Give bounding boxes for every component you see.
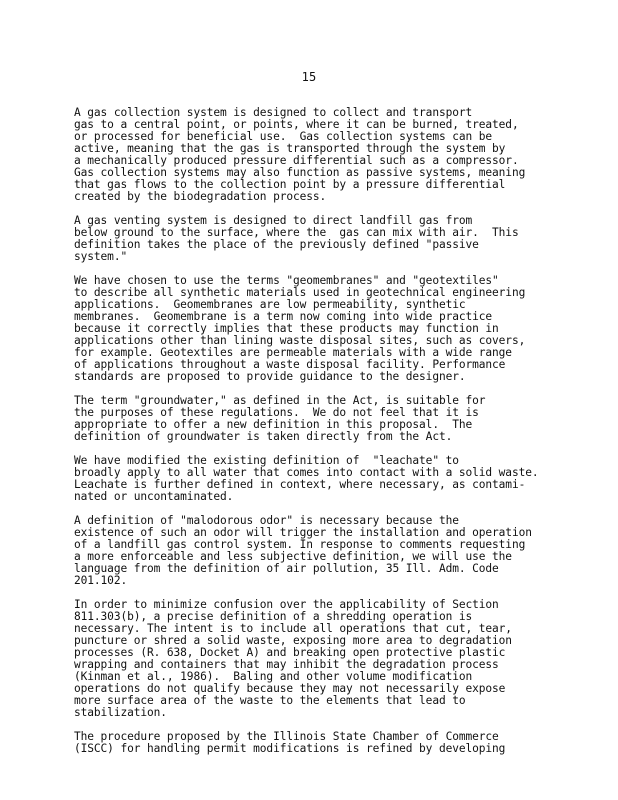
- text-line: The procedure proposed by the Illinois State Chamber of Commerce: [74, 730, 499, 743]
- paragraph-gas-venting-system: [74, 215, 554, 263]
- text-line: system.": [74, 250, 128, 263]
- text-line: definition of groundwater is taken directly from the Act.: [74, 430, 453, 443]
- text-line: puncture or shred a solid waste, exposing more area to degradation: [74, 634, 512, 647]
- paragraph-gas-collection-system: [74, 107, 554, 203]
- text-line: applications. Geomembranes are low permeability, synthetic: [74, 298, 466, 311]
- text-line: We have modified the existing definition of "leachate" to: [74, 454, 459, 467]
- paragraph-geomembranes: [74, 275, 554, 383]
- text-line: (ISCC) for handling permit modifications is refined by developing: [74, 742, 506, 755]
- text-line: because it correctly implies that these products may function in: [74, 322, 499, 335]
- text-line: wrapping and containers that may inhibit the degradation process: [74, 658, 499, 671]
- paragraph-permit-modifications: [74, 731, 554, 755]
- text-line: definition takes the place of the previously defined "passive: [74, 238, 479, 251]
- text-line: for example. Geotextiles are permeable materials with a wide range: [74, 346, 512, 359]
- text-line: 811.303(b), a precise definition of a shredding operation is: [74, 610, 473, 623]
- text-line: active, meaning that the gas is transported through the system by: [74, 142, 506, 155]
- text-line: of a landfill gas control system. In response to comments requesting: [74, 538, 526, 551]
- text-line: the purposes of these regulations. We do not feel that it is: [74, 406, 479, 419]
- paragraph-malodorous-odor: [74, 515, 554, 587]
- text-line: language from the definition of air pollution, 35 Ill. Adm. Code: [74, 562, 499, 575]
- text-line: more surface area of the waste to the elements that lead to: [74, 694, 466, 707]
- text-line: or processed for beneficial use. Gas collection systems can be: [74, 130, 493, 143]
- text-line: We have chosen to use the terms "geomembranes" and "geotextiles": [74, 274, 499, 287]
- text-line: to describe all synthetic materials used in geotechnical engineering: [74, 286, 526, 299]
- text-line: created by the biodegradation process.: [74, 190, 327, 203]
- text-line: 201.102.: [74, 574, 128, 587]
- text-line: a more enforceable and less subjective definition, we will use the: [74, 550, 512, 563]
- text-line: standards are proposed to provide guidance to the designer.: [74, 370, 466, 383]
- text-line: appropriate to offer a new definition in this proposal. The: [74, 418, 473, 431]
- text-line: existence of such an odor will trigger the installation and operation: [74, 526, 532, 539]
- page-number: 15: [301, 70, 317, 84]
- text-line: nated or uncontaminated.: [74, 490, 234, 503]
- paragraph-shredding-operation: [74, 599, 554, 719]
- text-line: gas to a central point, or points, where it can be burned, treated,: [74, 118, 519, 131]
- text-line: below ground to the surface, where the gas can mix with air. This: [74, 226, 519, 239]
- text-line: operations do not qualify because they may not necessarily expose: [74, 682, 506, 695]
- text-line: of applications throughout a waste disposal facility. Performance: [74, 358, 506, 371]
- text-line: processes (R. 638, Docket A) and breaking open protective plastic: [74, 646, 506, 659]
- text-line: necessary. The intent is to include all operations that cut, tear,: [74, 622, 512, 635]
- text-line: broadly apply to all water that comes into contact with a solid waste.: [74, 466, 539, 479]
- paragraph-leachate: [74, 455, 554, 503]
- text-line: Leachate is further defined in context, where necessary, as contami-: [74, 478, 526, 491]
- text-line: (Kinman et al., 1986). Baling and other volume modification: [74, 670, 473, 683]
- body-text: [74, 107, 554, 767]
- text-line: membranes. Geomembrane is a term now coming into wide practice: [74, 310, 493, 323]
- text-line: A definition of "malodorous odor" is necessary because the: [74, 514, 459, 527]
- text-line: In order to minimize confusion over the applicability of Section: [74, 598, 499, 611]
- text-line: a mechanically produced pressure differential such as a compressor.: [74, 154, 519, 167]
- text-line: Gas collection systems may also function as passive systems, meaning: [74, 166, 526, 179]
- text-line: stabilization.: [74, 706, 167, 719]
- text-line: The term "groundwater," as defined in the Act, is suitable for: [74, 394, 486, 407]
- text-line: applications other than lining waste disposal sites, such as covers,: [74, 334, 526, 347]
- text-line: that gas flows to the collection point by a pressure differential: [74, 178, 506, 191]
- text-line: A gas venting system is designed to direct landfill gas from: [74, 214, 473, 227]
- paragraph-groundwater: [74, 395, 554, 443]
- text-line: A gas collection system is designed to collect and transport: [74, 106, 473, 119]
